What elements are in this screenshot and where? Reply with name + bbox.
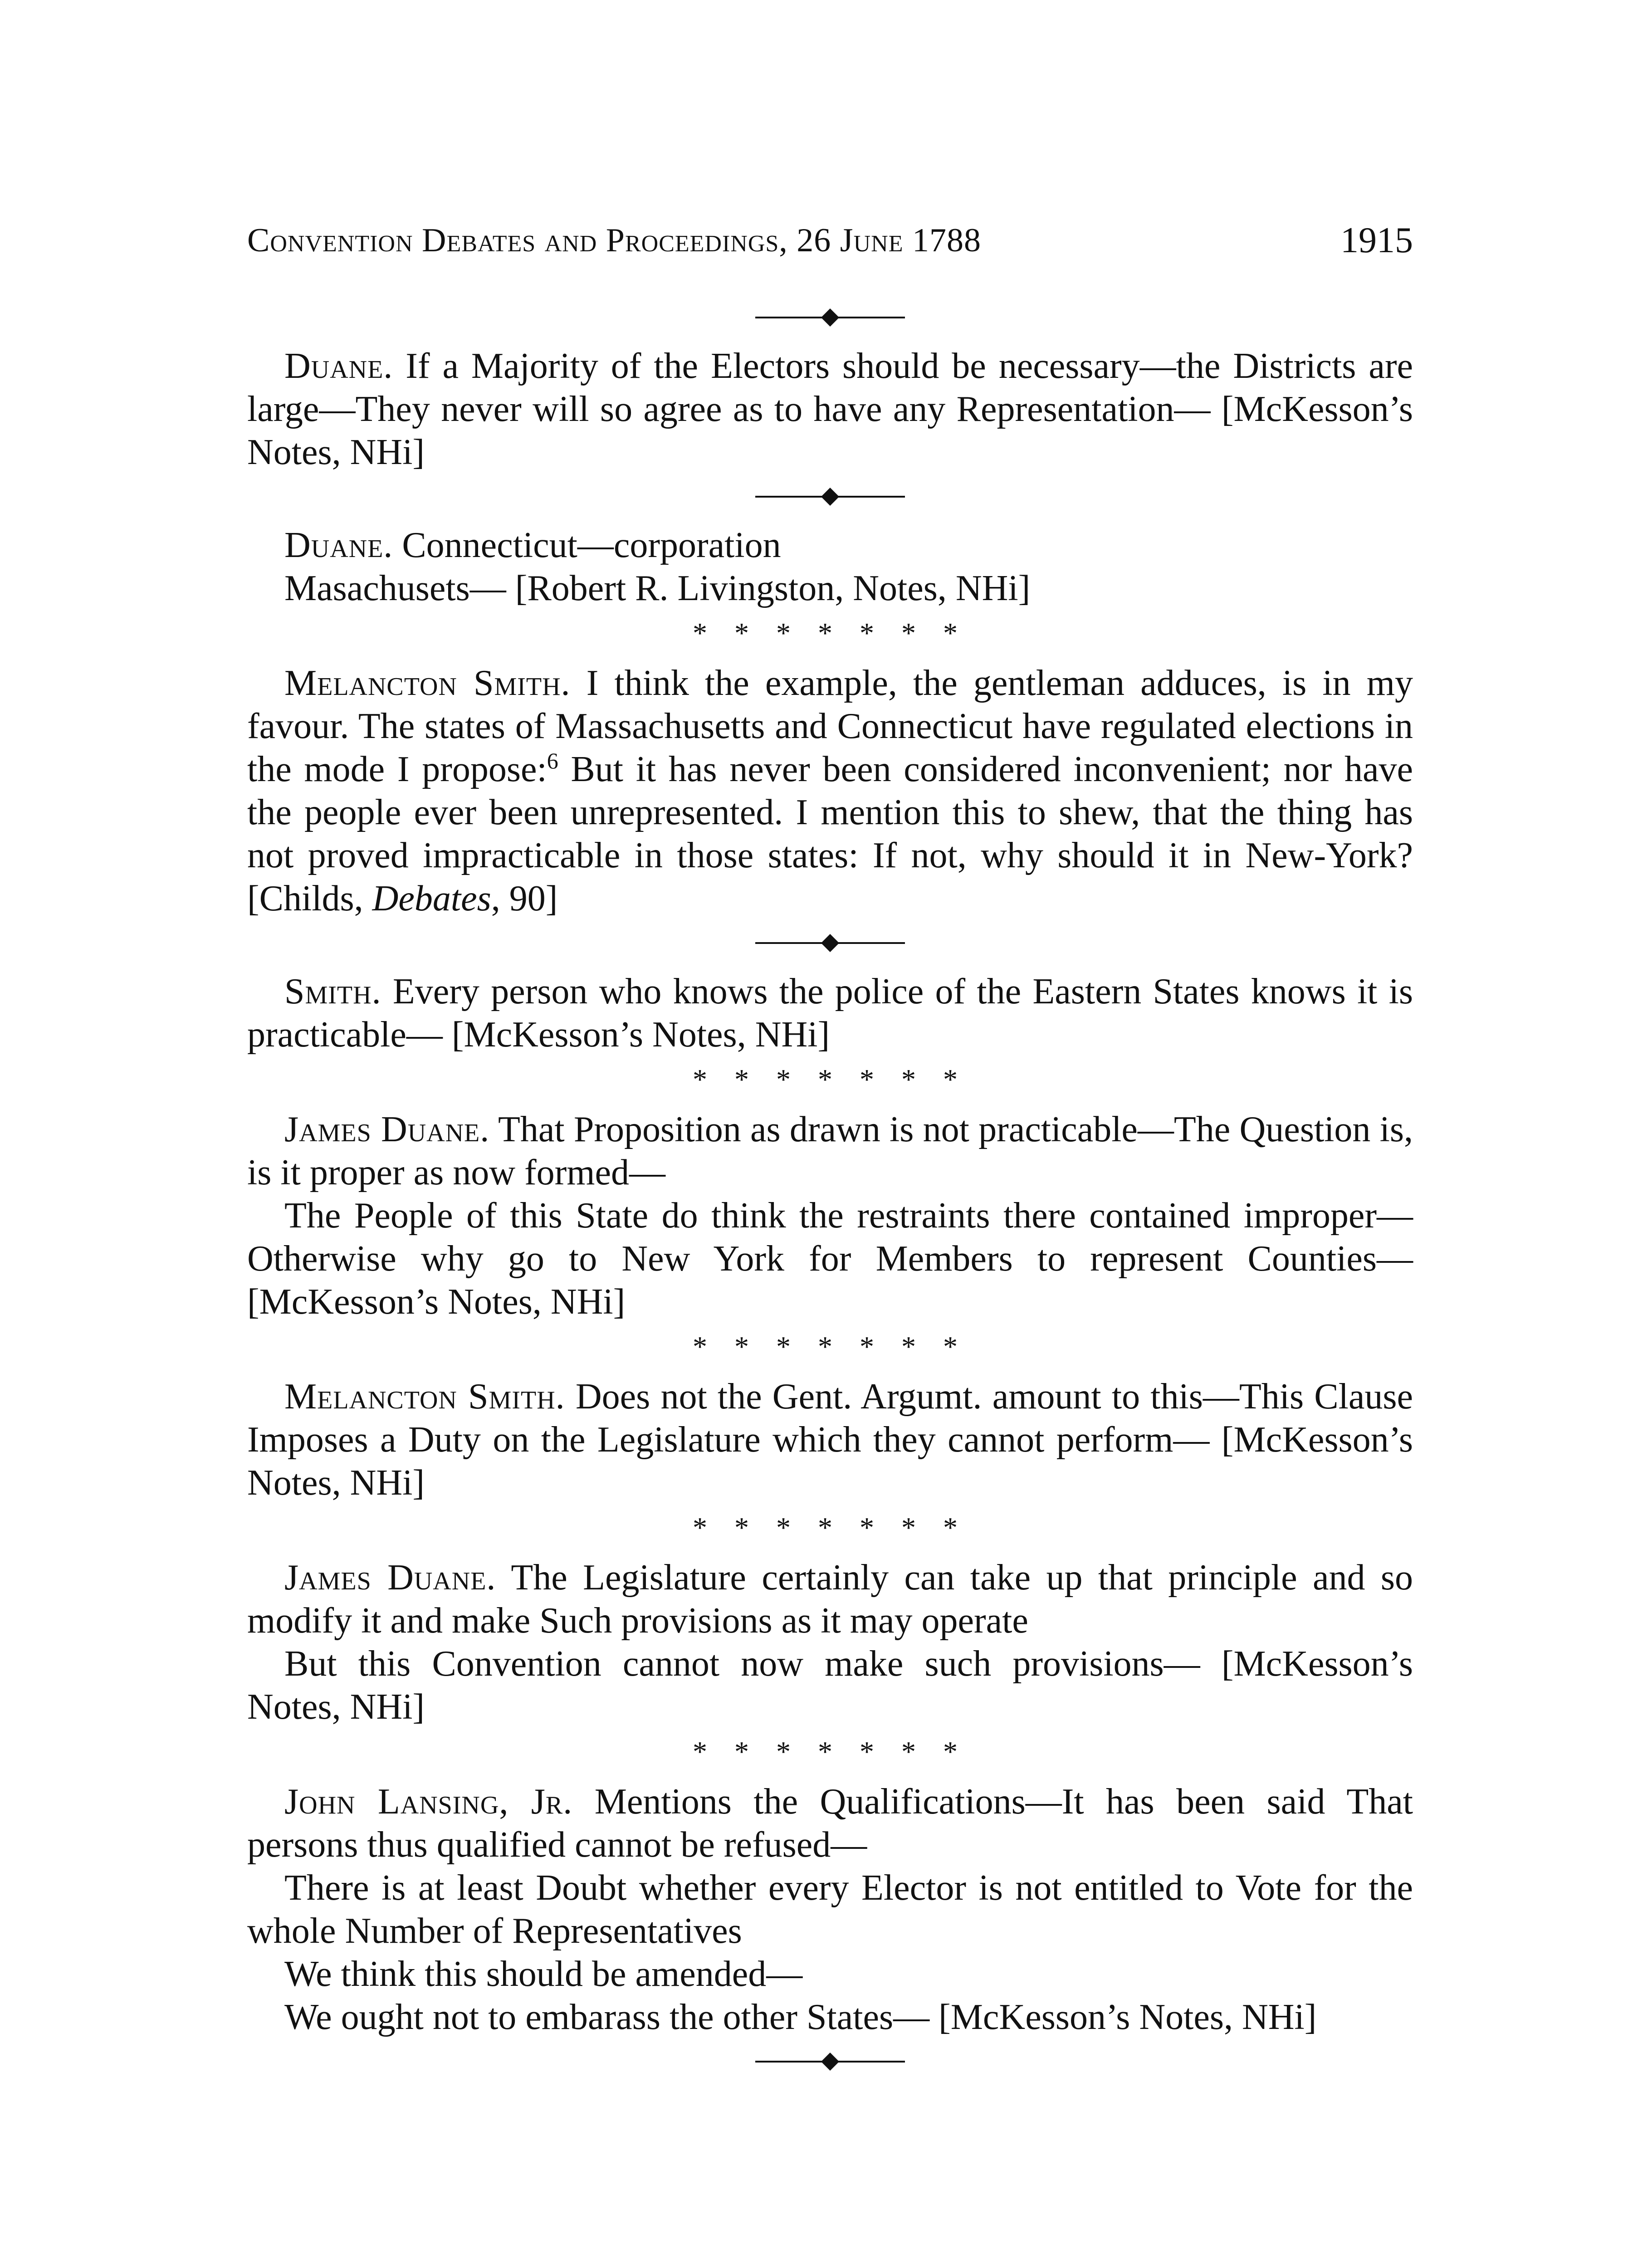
entry-text: There is at least Doubt whether every Elector is not entitled to Vote for the whole Number of Representatives <box>247 1868 1413 1951</box>
entry-text: Masachusets— [Robert R. Livingston, Notes, NHi] <box>284 568 1031 608</box>
entry-text: I think the example, the gentleman adduces, is in my favour. The states of Massachusetts and Connecticut have regulated elections in the mode I propose: <box>247 663 1413 789</box>
speaker-name: Duane. <box>284 346 393 386</box>
star-separator: * * * * * * * <box>693 1735 968 1768</box>
diamond-rule-ornament <box>755 483 905 510</box>
entry-text: The Legislature certainly can take up that principle and so modify it and make Such provisions as it may operate <box>247 1558 1413 1641</box>
entry-smith <box>247 970 1413 1056</box>
speaker-name: Melancton Smith. <box>284 663 571 703</box>
star-separator: * * * * * * * <box>693 1511 968 1544</box>
entry-text: But this Convention cannot now make such provisions— [McKesson’s Notes, NHi] <box>247 1644 1413 1727</box>
entry-text: Every person who knows the police of the Eastern States knows it is practicable— [McKesson’s Notes, NHi] <box>247 972 1413 1055</box>
diamond-rule-ornament <box>755 929 905 957</box>
footnote-marker: 6 <box>547 748 558 773</box>
entry-text: We ought not to embarass the other States— [McKesson’s Notes, NHi] <box>284 1997 1317 2037</box>
entry-text: If a Majority of the Electors should be necessary—the Districts are large—They never will so agree as to have any Representation— [McKesson’s Notes, NHi] <box>247 346 1413 472</box>
entry-john-lansing <box>247 1780 1413 2039</box>
source-end: , 90] <box>491 879 558 919</box>
diamond-rule-ornament <box>755 2048 905 2075</box>
speaker-name: James Duane. <box>284 1558 496 1598</box>
entry-text: Connecticut—corporation <box>402 525 781 565</box>
entry-text: Mentions the Qualifications—It has been said That persons thus qualified cannot be refused— <box>247 1782 1413 1865</box>
entry-text: But it has never been considered inconvenient; nor have the people ever been unrepresented. I mention this to shew, that the thing has not proved impracticable in those states: If not, why should it in New-York? [Childs, <box>247 749 1413 919</box>
star-separator: * * * * * * * <box>693 1063 968 1095</box>
entry-duane-1 <box>247 345 1413 474</box>
speaker-name: Smith. <box>284 972 381 1012</box>
source-title: Debates <box>372 879 491 919</box>
speaker-name: James Duane. <box>284 1110 490 1149</box>
entry-melancton-smith-2 <box>247 1375 1413 1505</box>
page-content <box>247 295 1413 2089</box>
entry-james-duane-1 <box>247 1108 1413 1324</box>
entry-james-duane-2 <box>247 1556 1413 1729</box>
page-number: 1915 <box>1340 220 1413 260</box>
entry-melancton-smith-1 <box>247 662 1413 920</box>
speaker-name: Melancton Smith. <box>284 1377 565 1417</box>
running-head: Convention Debates and Proceedings, 26 June 1788 <box>247 222 981 259</box>
entry-text: We think this should be amended— <box>284 1954 803 1994</box>
entry-duane-2 <box>247 524 1413 610</box>
speaker-name: Duane. <box>284 525 393 565</box>
entry-text: That Proposition as drawn is not practicable—The Question is, is it proper as now formed— <box>247 1110 1413 1193</box>
diamond-rule-ornament <box>755 304 905 331</box>
speaker-name: John Lansing, Jr. <box>284 1782 573 1822</box>
star-separator: * * * * * * * <box>693 617 968 649</box>
star-separator: * * * * * * * <box>693 1330 968 1363</box>
entry-text: Does not the Gent. Argumt. amount to this—This Clause Imposes a Duty on the Legislature which they cannot perform— [McKesson’s Notes, NHi] <box>247 1377 1413 1503</box>
page-header <box>247 215 1413 265</box>
entry-text: The People of this State do think the restraints there contained improper—Otherwise why go to New York for Members to represent Counties— [McKesson’s Notes, NHi] <box>247 1196 1413 1322</box>
